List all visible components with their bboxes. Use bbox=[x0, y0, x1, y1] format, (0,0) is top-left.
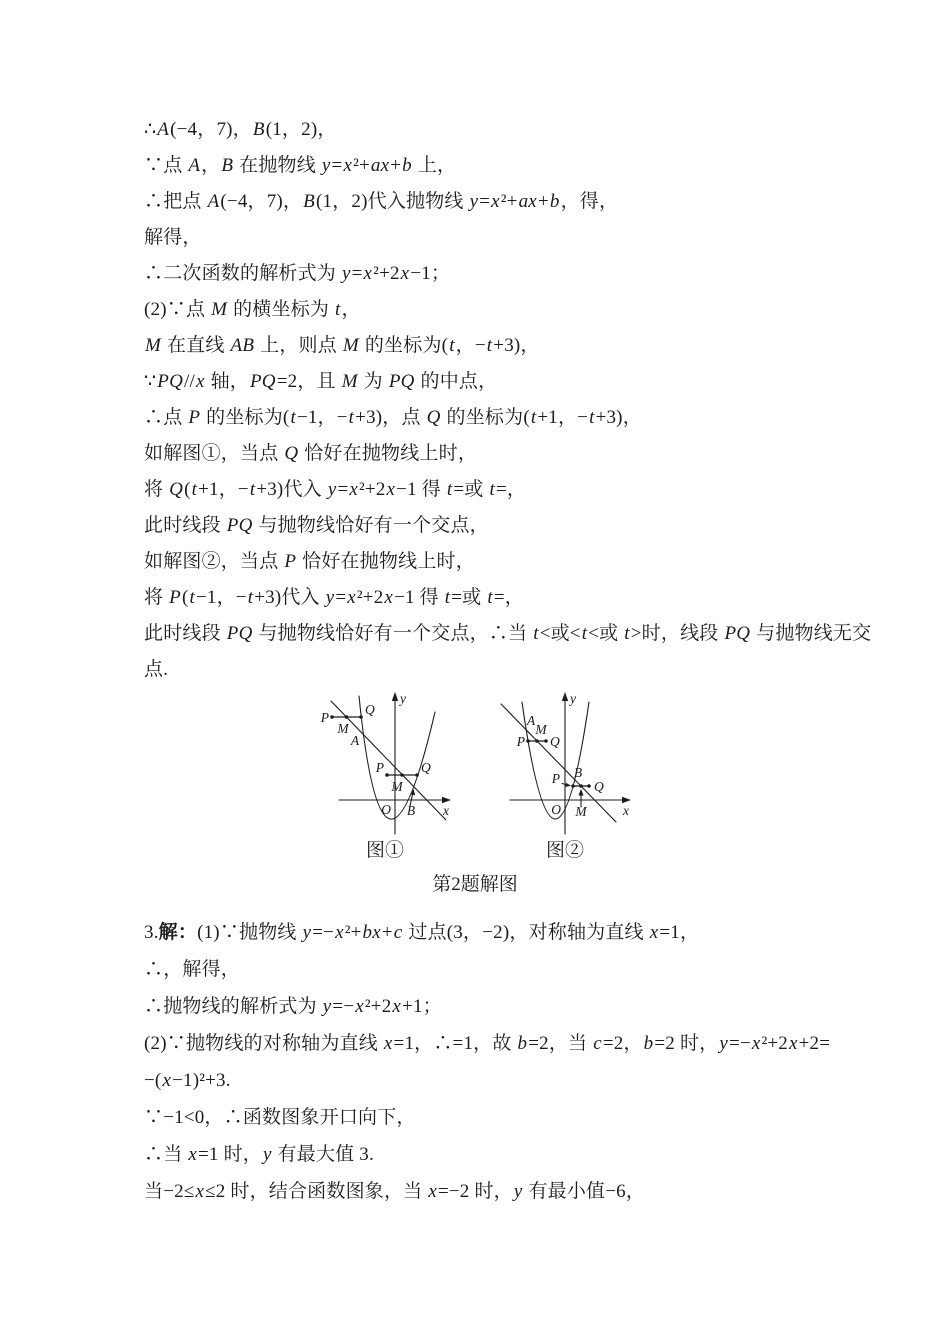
origin-label: O bbox=[551, 802, 561, 817]
text-line: ∴点 P 的坐标为(t−1，−t+3)，点 Q 的坐标为(t+1，−t+3)， bbox=[144, 407, 642, 428]
label-Q-top: Q bbox=[550, 734, 560, 749]
y-axis-arrow-icon bbox=[392, 692, 398, 701]
point-M-low bbox=[579, 784, 583, 788]
M-arrowhead-icon bbox=[578, 789, 583, 796]
point-P-top bbox=[526, 739, 530, 743]
figures-row bbox=[144, 688, 806, 862]
text-line: 如解图①，当点 Q 恰好在抛物线上时， bbox=[144, 443, 478, 464]
text-line: 此时线段 PQ 与抛物线恰好有一个交点， bbox=[144, 515, 489, 536]
label-M-low: M bbox=[575, 804, 587, 819]
point-P-top bbox=[330, 715, 334, 719]
figure-1-caption: 图① bbox=[365, 840, 404, 861]
label-M-mid: M bbox=[391, 779, 403, 794]
label-A: A bbox=[526, 713, 536, 728]
label-P-mid: P bbox=[375, 760, 384, 775]
label-A: A bbox=[350, 733, 360, 748]
text-line: −(x−1)²+3. bbox=[144, 1070, 231, 1091]
figure-1-graph bbox=[305, 688, 465, 838]
figure-2-graph bbox=[485, 688, 645, 838]
text-line: 如解图②，当点 P 恰好在抛物线上时， bbox=[144, 551, 475, 572]
point-Q-top bbox=[544, 739, 548, 743]
text-line: M 在直线 AB 上，则点 M 的坐标为(t，−t+3)， bbox=[145, 335, 540, 356]
figure-1 bbox=[305, 688, 465, 862]
label-Q-top: Q bbox=[365, 702, 375, 717]
label-Q-low: Q bbox=[594, 779, 604, 794]
label-P-top: P bbox=[516, 734, 525, 749]
label-M-top: M bbox=[337, 721, 349, 736]
label-B: B bbox=[406, 803, 416, 818]
solution-2-text bbox=[144, 112, 872, 688]
point-Q-mid bbox=[415, 773, 419, 777]
text-line: 3.解：(1)∵抛物线 y=−x²+bx+c 过点(3，−2)，对称轴为直线 x=1， bbox=[144, 922, 700, 943]
figures-group-caption: 第2题解图 bbox=[432, 874, 518, 895]
label-M-top: M bbox=[535, 722, 547, 737]
point-P-low bbox=[571, 784, 575, 788]
text-line: 当−2≤x≤2 时，结合函数图象，当 x=−2 时，y 有最小值−6， bbox=[144, 1181, 646, 1202]
text-line: ∴当 x=1 时，y 有最大值 3. bbox=[144, 1144, 374, 1165]
label-P-low: P bbox=[551, 771, 560, 786]
point-M-mid bbox=[400, 773, 404, 777]
label-P-top: P bbox=[320, 710, 329, 725]
point-Q-low bbox=[587, 784, 591, 788]
text-line: (2)∵点 M 的横坐标为 t， bbox=[144, 299, 361, 320]
point-M-top bbox=[345, 715, 349, 719]
solution-3-text bbox=[144, 914, 831, 1210]
text-line: ∴二次函数的解析式为 y=x²+2x−1； bbox=[144, 263, 451, 284]
x-axis-label: x bbox=[443, 803, 449, 818]
text-line: 点. bbox=[144, 659, 169, 680]
label-Q-mid: Q bbox=[421, 760, 431, 775]
text-line: 此时线段 PQ 与抛物线恰好有一个交点，∴当 t<或<t<或 t>时，线段 PQ 与抛物线无交 bbox=[144, 623, 872, 644]
label-B: B bbox=[573, 765, 583, 780]
point-Q-top bbox=[359, 715, 363, 719]
figure-2-caption: 图② bbox=[545, 840, 584, 861]
text-line: ∵点 A，B 在抛物线 y=x²+ax+b 上， bbox=[144, 155, 457, 176]
point-P-mid bbox=[385, 773, 389, 777]
origin-label: O bbox=[381, 802, 391, 817]
y-axis-label: y bbox=[400, 691, 406, 706]
text-line: ∴把点 A(−4，7)，B(1，2)代入抛物线 y=x²+ax+b，得， bbox=[144, 191, 619, 212]
P-arrowhead-icon bbox=[565, 783, 571, 787]
figure-2 bbox=[485, 688, 645, 862]
text-line: 解得， bbox=[144, 227, 202, 248]
text-line: ∵−1<0，∴函数图象开口向下， bbox=[144, 1107, 416, 1128]
text-line: (2)∵抛物线的对称轴为直线 x=1，∴=1，故 b=2，当 c=2，b=2 时，y=−x²+2x+2= bbox=[144, 1033, 831, 1054]
y-axis-label: y bbox=[570, 691, 576, 706]
text-line: ∴A(−4，7)，B(1，2)， bbox=[144, 119, 337, 140]
text-line: 将 P(t−1，−t+3)代入 y=x²+2x−1 得 t=或 t=， bbox=[144, 587, 524, 608]
y-axis-arrow-icon bbox=[562, 692, 568, 701]
text-line: ∴，解得， bbox=[144, 959, 241, 980]
text-line: ∵PQ//x 轴，PQ=2，且 M 为 PQ 的中点， bbox=[144, 371, 498, 392]
point-M-top bbox=[535, 739, 539, 743]
text-line: 将 Q(t+1，−t+3)代入 y=x²+2x−1 得 t=或 t=， bbox=[144, 479, 527, 500]
text-line: ∴抛物线的解析式为 y=−x²+2x+1； bbox=[144, 996, 442, 1017]
x-axis-label: x bbox=[623, 803, 629, 818]
